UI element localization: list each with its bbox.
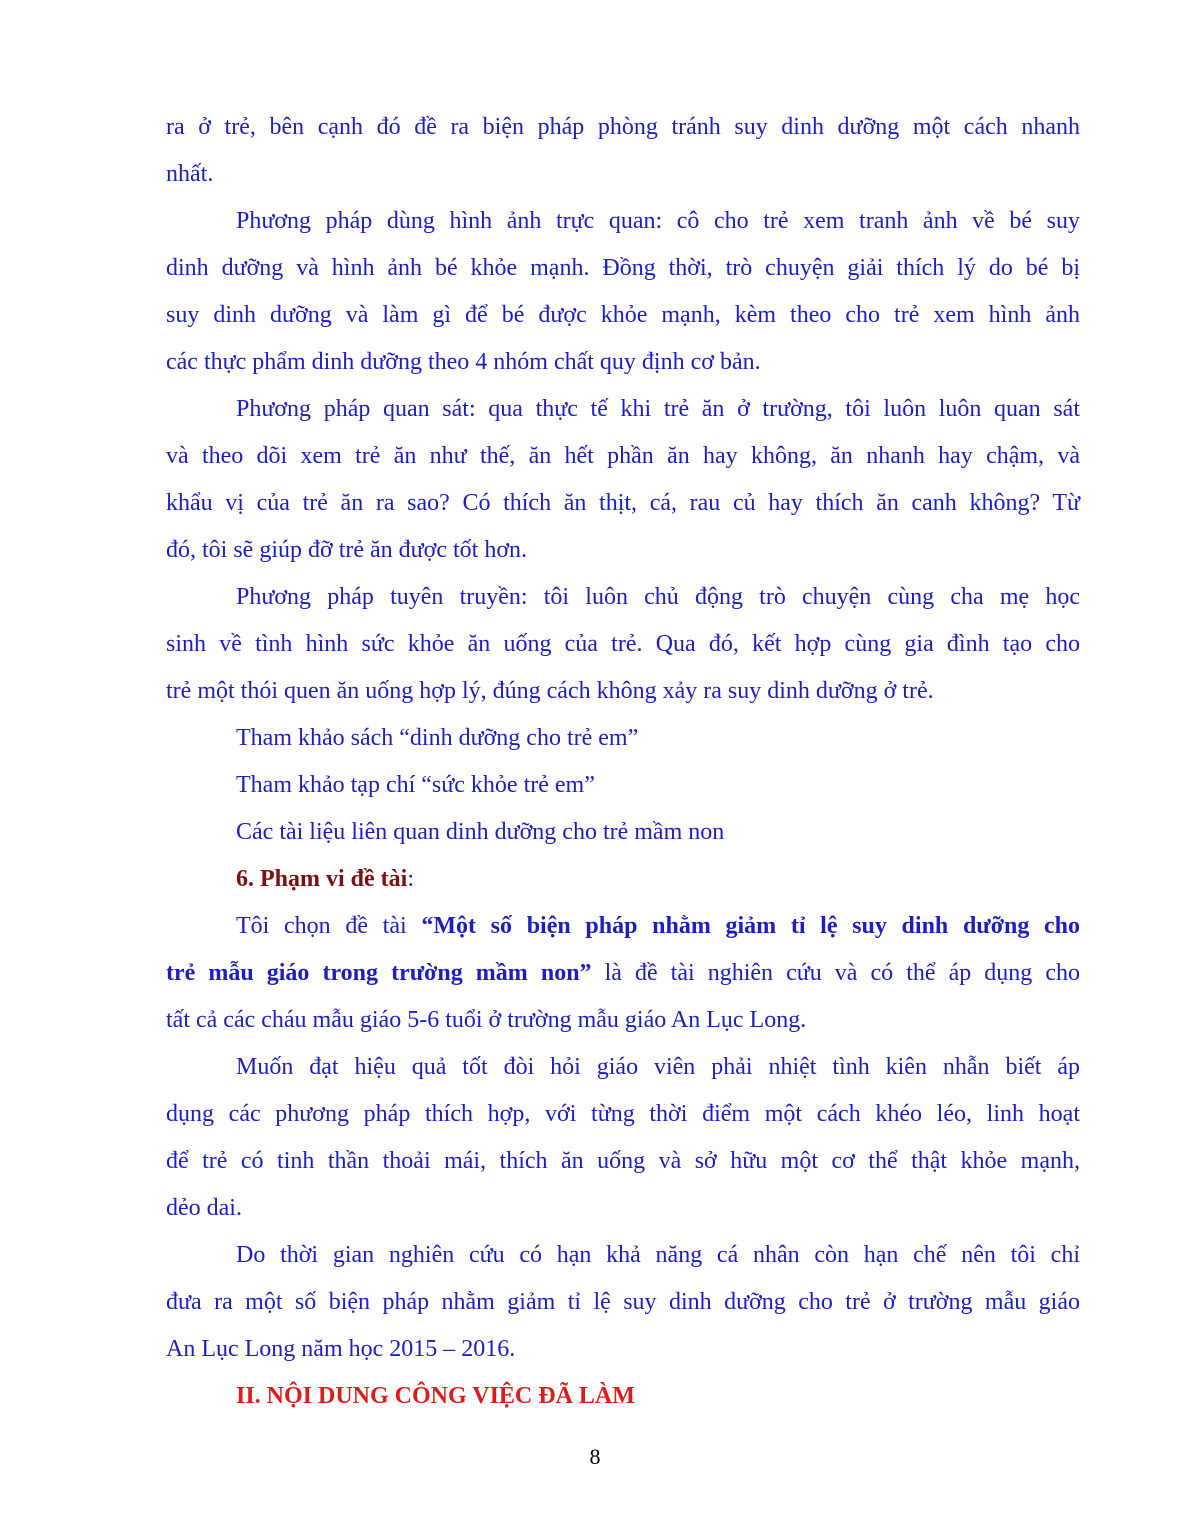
section-6-heading-colon: :: [407, 866, 414, 892]
text-line: tất cả các cháu mẫu giáo 5-6 tuổi ở trường mẫu giáo An Lục Long.: [166, 1007, 807, 1033]
document-page: [166, 104, 1080, 1420]
text-line: Phương pháp quan sát: qua thực tế khi trẻ ăn ở trường, tôi luôn luôn quan sát: [236, 396, 1080, 422]
section-6-heading: [166, 856, 1080, 903]
text-line: để trẻ có tinh thần thoải mái, thích ăn uống và sở hữu một cơ thể thật khỏe mạnh,: [166, 1148, 1080, 1174]
intro-suffix: là đề tài nghiên cứu và có thể áp dụng cho: [591, 960, 1080, 986]
reference-item: Tham khảo sách “dinh dưỡng cho trẻ em”: [236, 725, 639, 751]
text-line: ra ở trẻ, bên cạnh đó đề ra biện pháp phòng tránh suy dinh dưỡng một cách nhanh: [166, 114, 1080, 140]
text-line: suy dinh dưỡng và làm gì để bé được khỏe mạnh, kèm theo cho trẻ xem hình ảnh: [166, 302, 1080, 328]
reference-item: Các tài liệu liên quan dinh dưỡng cho trẻ mầm non: [236, 819, 725, 845]
text-line: các thực phẩm dinh dưỡng theo 4 nhóm chất quy định cơ bản.: [166, 349, 761, 375]
section-2-heading: II. NỘI DUNG CÔNG VIỆC ĐÃ LÀM: [236, 1383, 635, 1409]
text-line: dinh dưỡng và hình ảnh bé khỏe mạnh. Đồng thời, trò chuyện giải thích lý do bé bị: [166, 255, 1080, 281]
text-line: Muốn đạt hiệu quả tốt đòi hỏi giáo viên phải nhiệt tình kiên nhẫn biết áp: [236, 1054, 1080, 1080]
intro-prefix: Tôi chọn đề tài: [236, 913, 422, 939]
text-line: nhất.: [166, 161, 214, 187]
text-line: đó, tôi sẽ giúp đỡ trẻ ăn được tốt hơn.: [166, 537, 528, 563]
text-line: Phương pháp dùng hình ảnh trực quan: cô cho trẻ xem tranh ảnh về bé suy: [236, 208, 1080, 234]
text-line: dụng các phương pháp thích hợp, với từng thời điểm một cách khéo léo, linh hoạt: [166, 1101, 1080, 1127]
topic-title-part2: trẻ mẫu giáo trong trường mầm non”: [166, 960, 592, 986]
reference-item: Tham khảo tạp chí “sức khỏe trẻ em”: [236, 772, 595, 798]
text-line: sinh về tình hình sức khỏe ăn uống của trẻ. Qua đó, kết hợp cùng gia đình tạo cho: [166, 631, 1080, 657]
text-line: An Lục Long năm học 2015 – 2016.: [166, 1336, 516, 1362]
text-line: và theo dõi xem trẻ ăn như thế, ăn hết phần ăn hay không, ăn nhanh hay chậm, và: [166, 443, 1080, 469]
text-line: [166, 903, 1080, 950]
text-line: dẻo dai.: [166, 1195, 242, 1221]
topic-title-part1: “Một số biện pháp nhằm giảm tỉ lệ suy dinh dưỡng cho: [421, 913, 1081, 939]
section-6-heading-text: 6. Phạm vi đề tài: [236, 866, 408, 892]
text-line: trẻ một thói quen ăn uống hợp lý, đúng cách không xảy ra suy dinh dưỡng ở trẻ.: [166, 678, 934, 704]
text-line: [166, 950, 1080, 997]
text-line: đưa ra một số biện pháp nhằm giảm tỉ lệ suy dinh dưỡng cho trẻ ở trường mẫu giáo: [166, 1289, 1080, 1315]
text-line: khẩu vị của trẻ ăn ra sao? Có thích ăn thịt, cá, rau củ hay thích ăn canh không? Từ: [166, 490, 1080, 516]
text-line: Do thời gian nghiên cứu có hạn khả năng cá nhân còn hạn chế nên tôi chỉ: [236, 1242, 1080, 1268]
page-number: 8: [589, 1444, 601, 1469]
text-line: Phương pháp tuyên truyền: tôi luôn chủ động trò chuyện cùng cha mẹ học: [236, 584, 1080, 610]
